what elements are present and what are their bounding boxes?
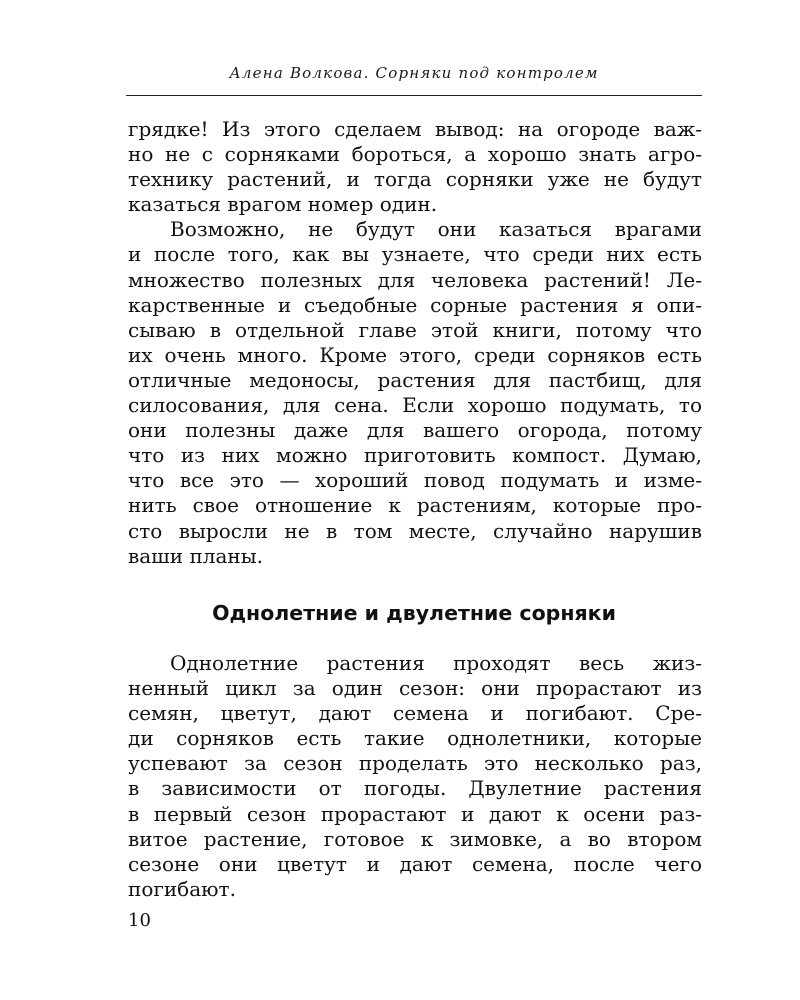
- text-line: сезоне они цветут и дают семена, после чего: [128, 851, 702, 876]
- text-line: силосования, для сена. Если хорошо подумать, то: [128, 393, 702, 418]
- text-line: Возможно, не будут они казаться врагами: [170, 217, 702, 242]
- text-line: сто выросли не в том месте, случайно нарушив: [128, 518, 702, 543]
- text-line: в первый сезон прорастают и дают к осени раз-: [128, 801, 702, 826]
- text-line: в зависимости от погоды. Двулетние растения: [128, 776, 702, 801]
- text-line: карственные и съедобные сорные растения я опи-: [128, 292, 702, 317]
- text-line: нить свое отношение к растениям, которые про-: [128, 493, 702, 518]
- text-line: успевают за сезон проделать это несколько раз,: [128, 751, 702, 776]
- text-line: что все это — хороший повод подумать и изме-: [128, 468, 702, 493]
- text-line: отличные медоносы, растения для пастбищ, для: [128, 367, 702, 392]
- body-text-top: [128, 117, 702, 569]
- running-header: Алена Волкова. Сорняки под контролем: [229, 64, 599, 82]
- page-number: 10: [128, 910, 151, 931]
- text-line: ди сорняков есть такие однолетники, которые: [128, 726, 702, 751]
- text-line: витое растение, готовое к зимовке, а во втором: [128, 826, 702, 851]
- text-line: казаться врагом номер один.: [128, 192, 438, 217]
- text-line: что из них можно приготовить компост. Думаю,: [128, 443, 702, 468]
- body-text-section: [128, 651, 702, 902]
- text-line: их очень много. Кроме этого, среди сорняков есть: [128, 342, 702, 367]
- text-line: семян, цветут, дают семена и погибают. Сре-: [128, 701, 702, 726]
- text-line: ваши планы.: [128, 543, 264, 568]
- text-line: множество полезных для человека растений! Ле-: [128, 267, 702, 292]
- header-divider: [126, 95, 702, 96]
- text-line: сываю в отдельной главе этой книги, потому что: [128, 317, 702, 342]
- section-heading: Однолетние и двулетние сорняки: [212, 601, 616, 625]
- text-line: и после того, как вы узнаете, что среди них есть: [128, 242, 702, 267]
- text-line: они полезны даже для вашего огорода, потому: [128, 418, 702, 443]
- text-line: грядке! Из этого сделаем вывод: на огороде важ-: [128, 117, 702, 141]
- text-line: но не с сорняками бороться, а хорошо знать агро-: [128, 142, 702, 167]
- text-line: Однолетние растения проходят весь жиз-: [170, 651, 702, 675]
- text-line: технику растений, и тогда сорняки уже не будут: [128, 167, 702, 192]
- text-line: ненный цикл за один сезон: они прорастают из: [128, 676, 702, 701]
- text-line: погибают.: [128, 876, 236, 901]
